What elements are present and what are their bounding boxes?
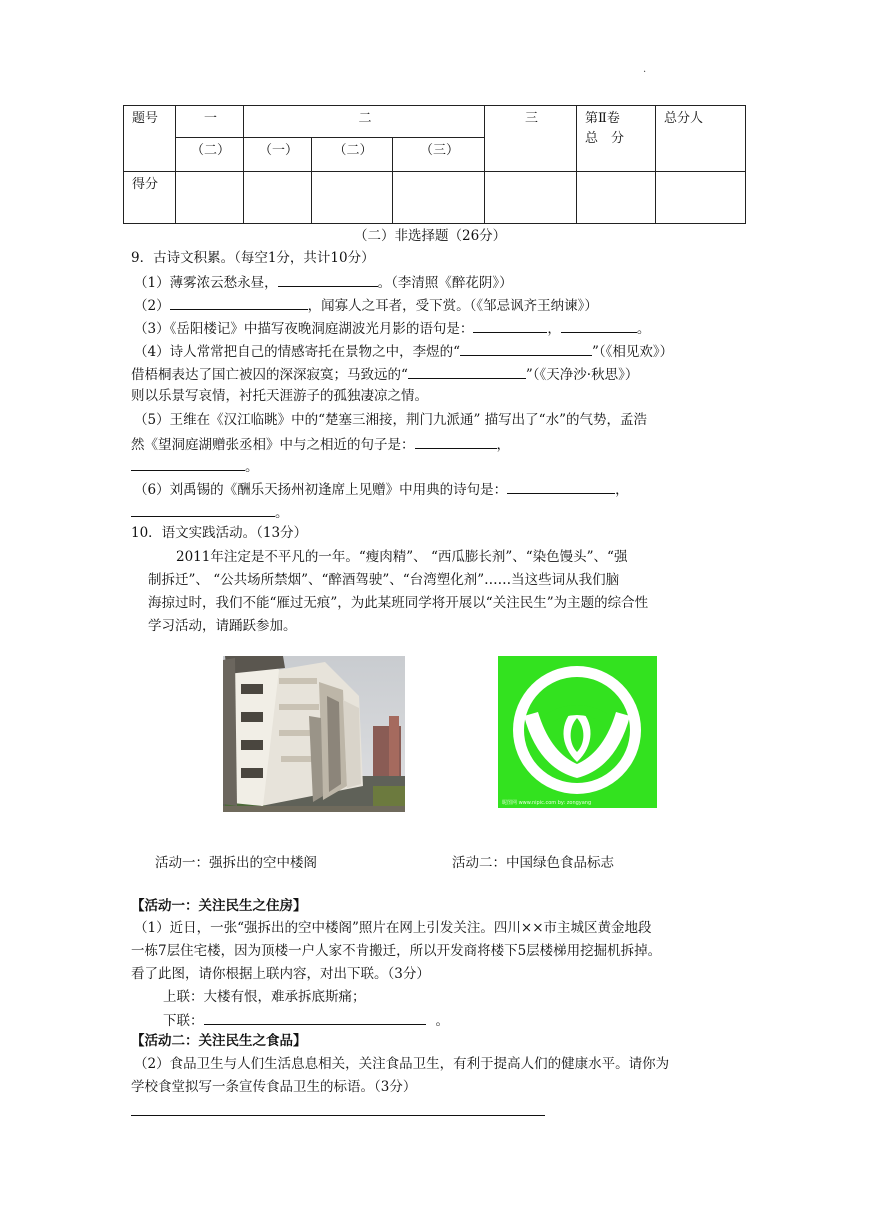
- answer-blank[interactable]: [507, 478, 615, 494]
- score-cell[interactable]: [485, 172, 577, 224]
- q9-6-text-c: 。: [275, 505, 289, 521]
- activity-1-line-1: （1）近日，一张“强拆出的空中楼阁”照片在网上引发关注。四川××市主城区黄金地段: [134, 920, 652, 936]
- header-tihao: 题号: [124, 106, 176, 172]
- q9-item-3: [134, 317, 650, 339]
- q9-4-text-b: ”（《相见欢》）: [592, 344, 674, 360]
- q9-4-text-c: 借梧桐表达了国亡被囚的深深寂寞；马致远的“: [131, 367, 408, 383]
- score-cell[interactable]: [577, 172, 656, 224]
- q9-item-1: [134, 271, 513, 293]
- caption-activity-1: 活动一：强拆出的空中楼阁: [155, 855, 317, 871]
- header-volume-2: 第Ⅱ卷: [585, 111, 620, 126]
- answer-blank[interactable]: [131, 455, 245, 471]
- section-title: （二）非选择题（26分）: [354, 228, 507, 244]
- answer-blank[interactable]: [131, 501, 275, 517]
- header-total: 总 分: [585, 131, 625, 146]
- q9-4-text-d: ”（《天净沙·秋思》）: [525, 367, 639, 383]
- subheader-3: （二）: [312, 138, 393, 172]
- header-part-1: 一: [176, 106, 244, 138]
- answer-blank[interactable]: [408, 363, 526, 379]
- green-food-logo: [498, 656, 657, 808]
- q9-4-text-a: （4）诗人常常把自己的情感寄托在景物之中，李煜的“: [134, 344, 460, 360]
- q9-2-text-a: （2）: [134, 298, 170, 314]
- activity-1-title: 【活动一：关注民生之住房】: [131, 898, 307, 914]
- q9-item-4-line-1: [134, 340, 673, 362]
- score-table: [123, 105, 746, 224]
- couplet-lower-label: 下联：: [163, 1013, 204, 1029]
- slogan-answer-line[interactable]: [131, 1115, 545, 1116]
- q10-intro-line-4: 学习活动，请踊跃参加。: [148, 618, 297, 634]
- q9-item-5-line-1: （5）王维在《汉江临眺》中的“楚塞三湘接，荆门九派通” 描写出了“水”的气势，孟浩: [134, 412, 647, 428]
- header-part-2: 二: [244, 106, 485, 138]
- logo-watermark: 昵图网 www.nipic.com by: zongyang: [502, 800, 592, 806]
- q9-3-text-b: ，: [547, 321, 561, 337]
- q9-item-2: [134, 294, 598, 316]
- couplet-answer-blank[interactable]: [204, 1009, 426, 1025]
- score-cell[interactable]: [393, 172, 485, 224]
- header-scorer: 总分人: [656, 106, 746, 172]
- q9-item-5-line-3: [131, 455, 259, 477]
- q9-item-6-line-2: [131, 501, 289, 523]
- q9-item-4-line-2: [131, 363, 638, 385]
- subheader-2: （一）: [244, 138, 312, 172]
- score-cell[interactable]: [656, 172, 746, 224]
- q9-1-text-a: （1）薄雾浓云愁永昼，: [134, 275, 278, 291]
- q9-6-text-b: ，: [615, 482, 629, 498]
- activity-1-line-3: 看了此图，请你根据上联内容，对出下联。（3分）: [131, 966, 430, 982]
- q9-3-text-a: （3）《岳阳楼记》中描写夜晚洞庭湖波光月影的语句是：: [134, 321, 474, 337]
- subheader-4: （三）: [393, 138, 485, 172]
- q9-5-text-b: 然《望洞庭湖赠张丞相》中与之相近的句子是：: [131, 437, 415, 453]
- couplet-lower-end: 。: [435, 1013, 449, 1029]
- q9-6-text-a: （6）刘禹锡的《酬乐天扬州初逢席上见赠》中用典的诗句是：: [134, 482, 508, 498]
- page-dot: .: [643, 64, 647, 75]
- subheader-1: （二）: [176, 138, 244, 172]
- header-part-3: 三: [485, 106, 577, 172]
- q9-item-5-line-2: [131, 433, 510, 455]
- score-cell[interactable]: [312, 172, 393, 224]
- q9-item-6-line-1: [134, 478, 629, 500]
- header-volume-2-total: [577, 106, 656, 172]
- answer-blank[interactable]: [170, 294, 308, 310]
- q10-intro-line-3: 海掠过时，我们不能“雁过无痕”，为此某班同学将开展以“关注民生”为主题的综合性: [148, 595, 649, 611]
- answer-blank[interactable]: [415, 433, 497, 449]
- q10-intro-line-2: 制拆迁”、 “公共场所禁烟”、“醉酒驾驶”、“台湾塑化剂”……当这些词从我们脑: [148, 572, 620, 588]
- score-cell[interactable]: [176, 172, 244, 224]
- activity-2-line-2: 学校食堂拟写一条宣传食品卫生的标语。（3分）: [131, 1079, 417, 1095]
- q10-intro-line-1: 2011年注定是不平凡的一年。“瘦肉精”、 “西瓜膨长剂”、“染色馒头”、“强: [176, 549, 628, 565]
- q9-3-text-c: 。: [636, 321, 651, 337]
- caption-activity-2: 活动二：中国绿色食品标志: [452, 855, 614, 871]
- answer-blank[interactable]: [473, 317, 547, 333]
- activity-1-line-2: 一栋7层住宅楼，因为顶楼一户人家不肯搬迁，所以开发商将楼下5层楼梯用挖掘机拆掉。: [131, 943, 662, 959]
- q9-5-text-c: ，: [496, 437, 510, 453]
- q9-title: 9．古诗文积累。（每空1分，共计10分）: [131, 250, 375, 266]
- couplet-lower: [163, 1009, 449, 1031]
- score-cell[interactable]: [244, 172, 312, 224]
- q10-title: 10．语文实践活动。（13分）: [131, 525, 308, 541]
- activity-2-line-1: （2）食品卫生与人们生活息息相关，关注食品卫生，有利于提高人们的健康水平。请你为: [134, 1056, 670, 1072]
- answer-blank[interactable]: [561, 317, 637, 333]
- q9-5-text-d: 。: [245, 459, 259, 475]
- q9-2-text-b: ，闻寡人之耳者，受下赏。（《邹忌讽齐王纳谏》）: [307, 298, 598, 314]
- row-label-score: 得分: [124, 172, 176, 224]
- demolished-building-photo: [223, 656, 405, 812]
- answer-blank[interactable]: [460, 340, 592, 356]
- couplet-upper: 上联：大楼有恨，难承拆底斯痛；: [163, 989, 366, 1005]
- activity-2-title: 【活动二：关注民生之食品】: [131, 1033, 307, 1049]
- q9-item-4-line-3: 则以乐景写哀情，衬托天涯游子的孤独凄凉之情。: [131, 388, 428, 404]
- q9-1-text-b: 。（李清照《醉花阴》）: [377, 275, 513, 291]
- answer-blank[interactable]: [278, 271, 378, 287]
